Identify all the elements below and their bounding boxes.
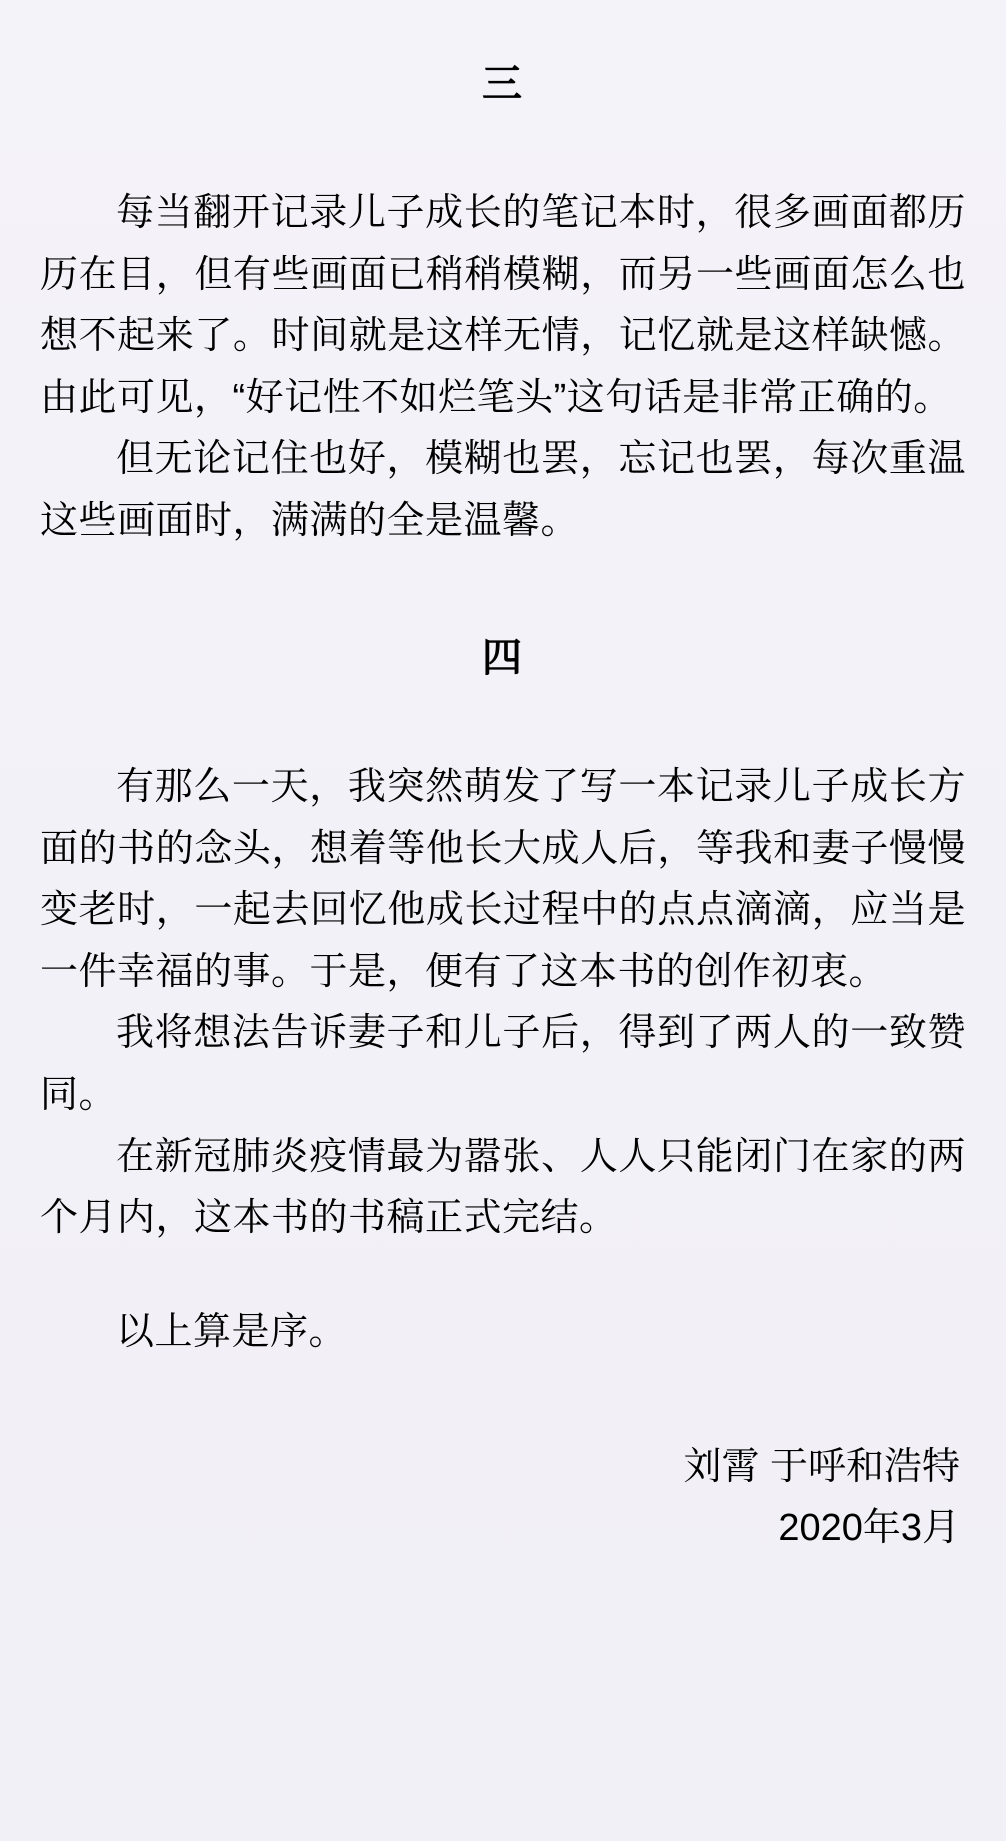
- section-heading-three: 三: [482, 62, 524, 106]
- signature-gap: [40, 1363, 966, 1437]
- top-spacer: [40, 0, 966, 52]
- section-gap: [40, 552, 966, 626]
- signature: [40, 1437, 966, 1559]
- closing-gap: [40, 1250, 966, 1302]
- section-four-paragraph-1: 有那么一天，我突然萌发了写一本记录儿子成长方面的书的念头，想着等他长大成人后，等我和妻子慢慢变老时，一起去回忆他成长过程中的点点滴滴，应当是一件幸福的事。于是，便有了这本书的创作初衷。: [40, 766, 966, 993]
- signature-date: 2020年3月: [778, 1507, 960, 1549]
- section-four-paragraph-2: 我将想法告诉妻子和儿子后，得到了两人的一致赞同。: [40, 1012, 966, 1117]
- signature-author: 刘霄 于呼和浩特: [683, 1446, 960, 1489]
- closing-line: 以上算是序。: [116, 1310, 348, 1353]
- heading-four-gap: [40, 683, 966, 757]
- section-three-paragraph-1: 每当翻开记录儿子成长的笔记本时，很多画面都历历在目，但有些画面已稍稍模糊，而另一些画面怎么也想不起来了。时间就是这样无情，记忆就是这样缺憾。由此可见，“好记性不如烂笔头”这句话是非常正确的。: [40, 192, 966, 419]
- section-four-paragraph-3: 在新冠肺炎疫情最为嚣张、人人只能闭门在家的两个月内，这本书的书稿正式完结。: [40, 1135, 966, 1240]
- section-heading-four: 四: [482, 636, 524, 681]
- heading-three-gap: [40, 109, 966, 183]
- section-three-paragraph-2: 但无论记住也好，模糊也罢，忘记也罢，每次重温这些画面时，满满的全是温馨。: [40, 438, 966, 542]
